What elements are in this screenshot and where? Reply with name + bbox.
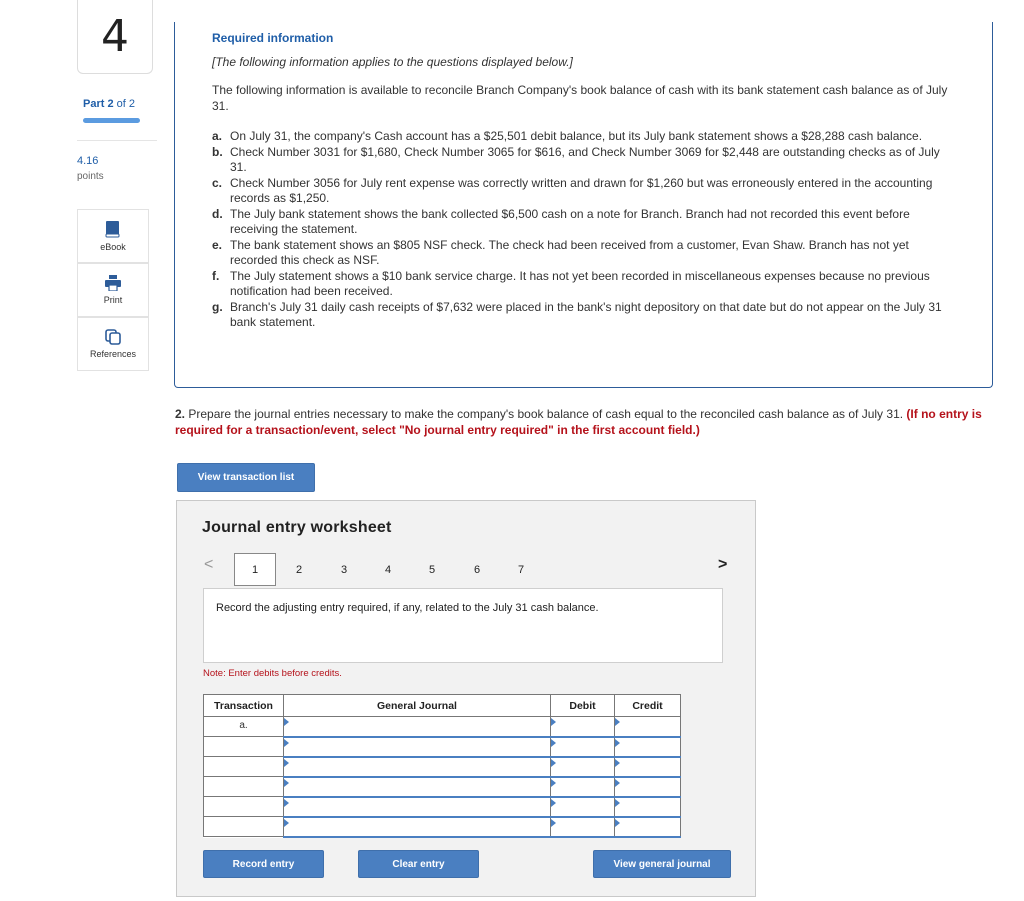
account-select[interactable] [284,737,551,757]
print-label: Print [103,295,123,305]
points-label: points [77,171,104,182]
question-number: 4 [101,11,129,62]
references-label: References [89,349,137,359]
transaction-cell: a. [204,717,284,737]
transaction-cell [204,817,284,837]
table-row [204,797,681,817]
page-tab-4[interactable]: 4 [384,563,392,576]
debit-input[interactable] [551,797,615,817]
list-item [212,207,956,238]
info-intro: The following information is available to reconcile Branch Company's book balance of cash with its bank statement cash balance as of July 31. [212,83,948,113]
credit-input[interactable] [615,817,681,837]
printer-icon [105,275,121,291]
references-button[interactable] [77,317,149,371]
debit-input[interactable] [551,737,615,757]
debit-input[interactable] [551,777,615,797]
journal-entry-worksheet [176,500,756,897]
table-row [204,817,681,837]
part-label: Part 2 [83,98,114,110]
credit-input[interactable] [615,777,681,797]
item-text: The bank statement shows an $805 NSF check. The check had been received from a customer, Evan Shaw. Branch has not yet recorded this check as NSF. [230,237,909,267]
list-item [212,176,956,207]
info-subtitle: [The following information applies to the questions displayed below.] [212,55,573,69]
transaction-cell [204,757,284,777]
list-item [212,269,956,300]
debit-input[interactable] [551,817,615,837]
references-icon [105,329,121,345]
item-letter: f. [212,268,220,283]
question-number-box [77,0,153,74]
credit-input[interactable] [615,737,681,757]
info-list [212,129,956,331]
table-row [204,717,681,737]
transaction-cell [204,737,284,757]
worksheet-title: Journal entry worksheet [202,519,392,536]
part-of: of 2 [116,98,135,110]
col-credit: Credit [615,695,681,717]
item-text: Check Number 3056 for July rent expense was correctly written and drawn for $1,260 but was erroneously entered in the accounting records as $1,250. [230,175,933,205]
journal-table [203,694,681,838]
required-information-panel [174,22,993,388]
item-letter: e. [212,237,223,252]
table-row [204,757,681,777]
item-text: Branch's July 31 daily cash receipts of $7,632 were placed in the bank's night depository on that date but do not appear on the July 31 bank statement. [230,299,942,329]
question-part-number: 2. [175,407,186,421]
next-page-icon[interactable]: > [718,556,728,573]
view-general-journal-button[interactable]: View general journal [593,850,731,878]
item-letter: c. [212,175,223,190]
ebook-label: eBook [100,241,126,252]
question-text: Prepare the journal entries necessary to make the company's book balance of cash equal to the reconciled cash balance as of July 31. [188,407,904,421]
debit-input[interactable] [551,757,615,777]
item-letter: a. [212,129,223,143]
rail-divider [77,140,157,141]
item-text: On July 31, the company's Cash account has a $25,501 debit balance, but its July bank statement shows a $28,288 cash balance. [230,129,923,143]
credit-input[interactable] [615,757,681,777]
list-item [212,300,956,331]
page-tab-1[interactable]: 1 [234,553,276,586]
table-row [204,737,681,757]
page-tab-7[interactable]: 7 [517,563,525,576]
points-value: 4.16 [77,155,99,167]
col-transaction: Transaction [204,695,284,717]
ebook-button[interactable] [77,209,149,263]
clear-entry-button[interactable]: Clear entry [358,850,479,878]
part-indicator [83,98,135,110]
account-select[interactable] [284,717,551,737]
worksheet-prompt: Record the adjusting entry required, if any, related to the July 31 cash balance. [203,588,723,663]
list-item [212,145,956,176]
record-entry-button[interactable]: Record entry [203,850,324,878]
account-select[interactable] [284,777,551,797]
item-text: Check Number 3031 for $1,680, Check Number 3065 for $616, and Check Number 3069 for $2,448 are outstanding checks as of July 31. [230,144,940,174]
print-button[interactable] [77,263,149,317]
list-item [212,238,956,269]
transaction-cell [204,777,284,797]
page-tab-2[interactable]: 2 [295,563,303,576]
book-icon [105,221,121,238]
page-tab-6[interactable]: 6 [473,563,481,576]
list-item [212,129,956,145]
col-general-journal: General Journal [284,695,551,717]
part-progress-bar [83,118,140,123]
account-select[interactable] [284,757,551,777]
debit-input[interactable] [551,717,615,737]
info-title: Required information [212,31,334,45]
transaction-cell [204,797,284,817]
account-select[interactable] [284,817,551,837]
debits-note: Note: Enter debits before credits. [203,668,342,679]
item-text: The July statement shows a $10 bank service charge. It has not yet been recorded in miscellaneous expenses because no previous notification had been received. [230,268,930,298]
credit-input[interactable] [615,717,681,737]
col-debit: Debit [551,695,615,717]
question-instruction: (If no entry is required for a transaction/event, select "No journal entry required" in the first account field.) [175,407,982,437]
item-letter: g. [212,299,223,314]
credit-input[interactable] [615,797,681,817]
table-row [204,777,681,797]
page-tab-5[interactable]: 5 [428,563,436,576]
item-letter: b. [212,144,223,159]
question-prompt [175,406,990,438]
account-select[interactable] [284,797,551,817]
item-letter: d. [212,206,223,221]
view-transaction-list-button[interactable]: View transaction list [177,463,315,492]
prev-page-icon[interactable]: < [204,556,214,573]
item-text: The July bank statement shows the bank collected $6,500 cash on a note for Branch. Branch had not recorded this event before receiving the statement. [230,206,910,236]
page-tab-3[interactable]: 3 [340,563,348,576]
